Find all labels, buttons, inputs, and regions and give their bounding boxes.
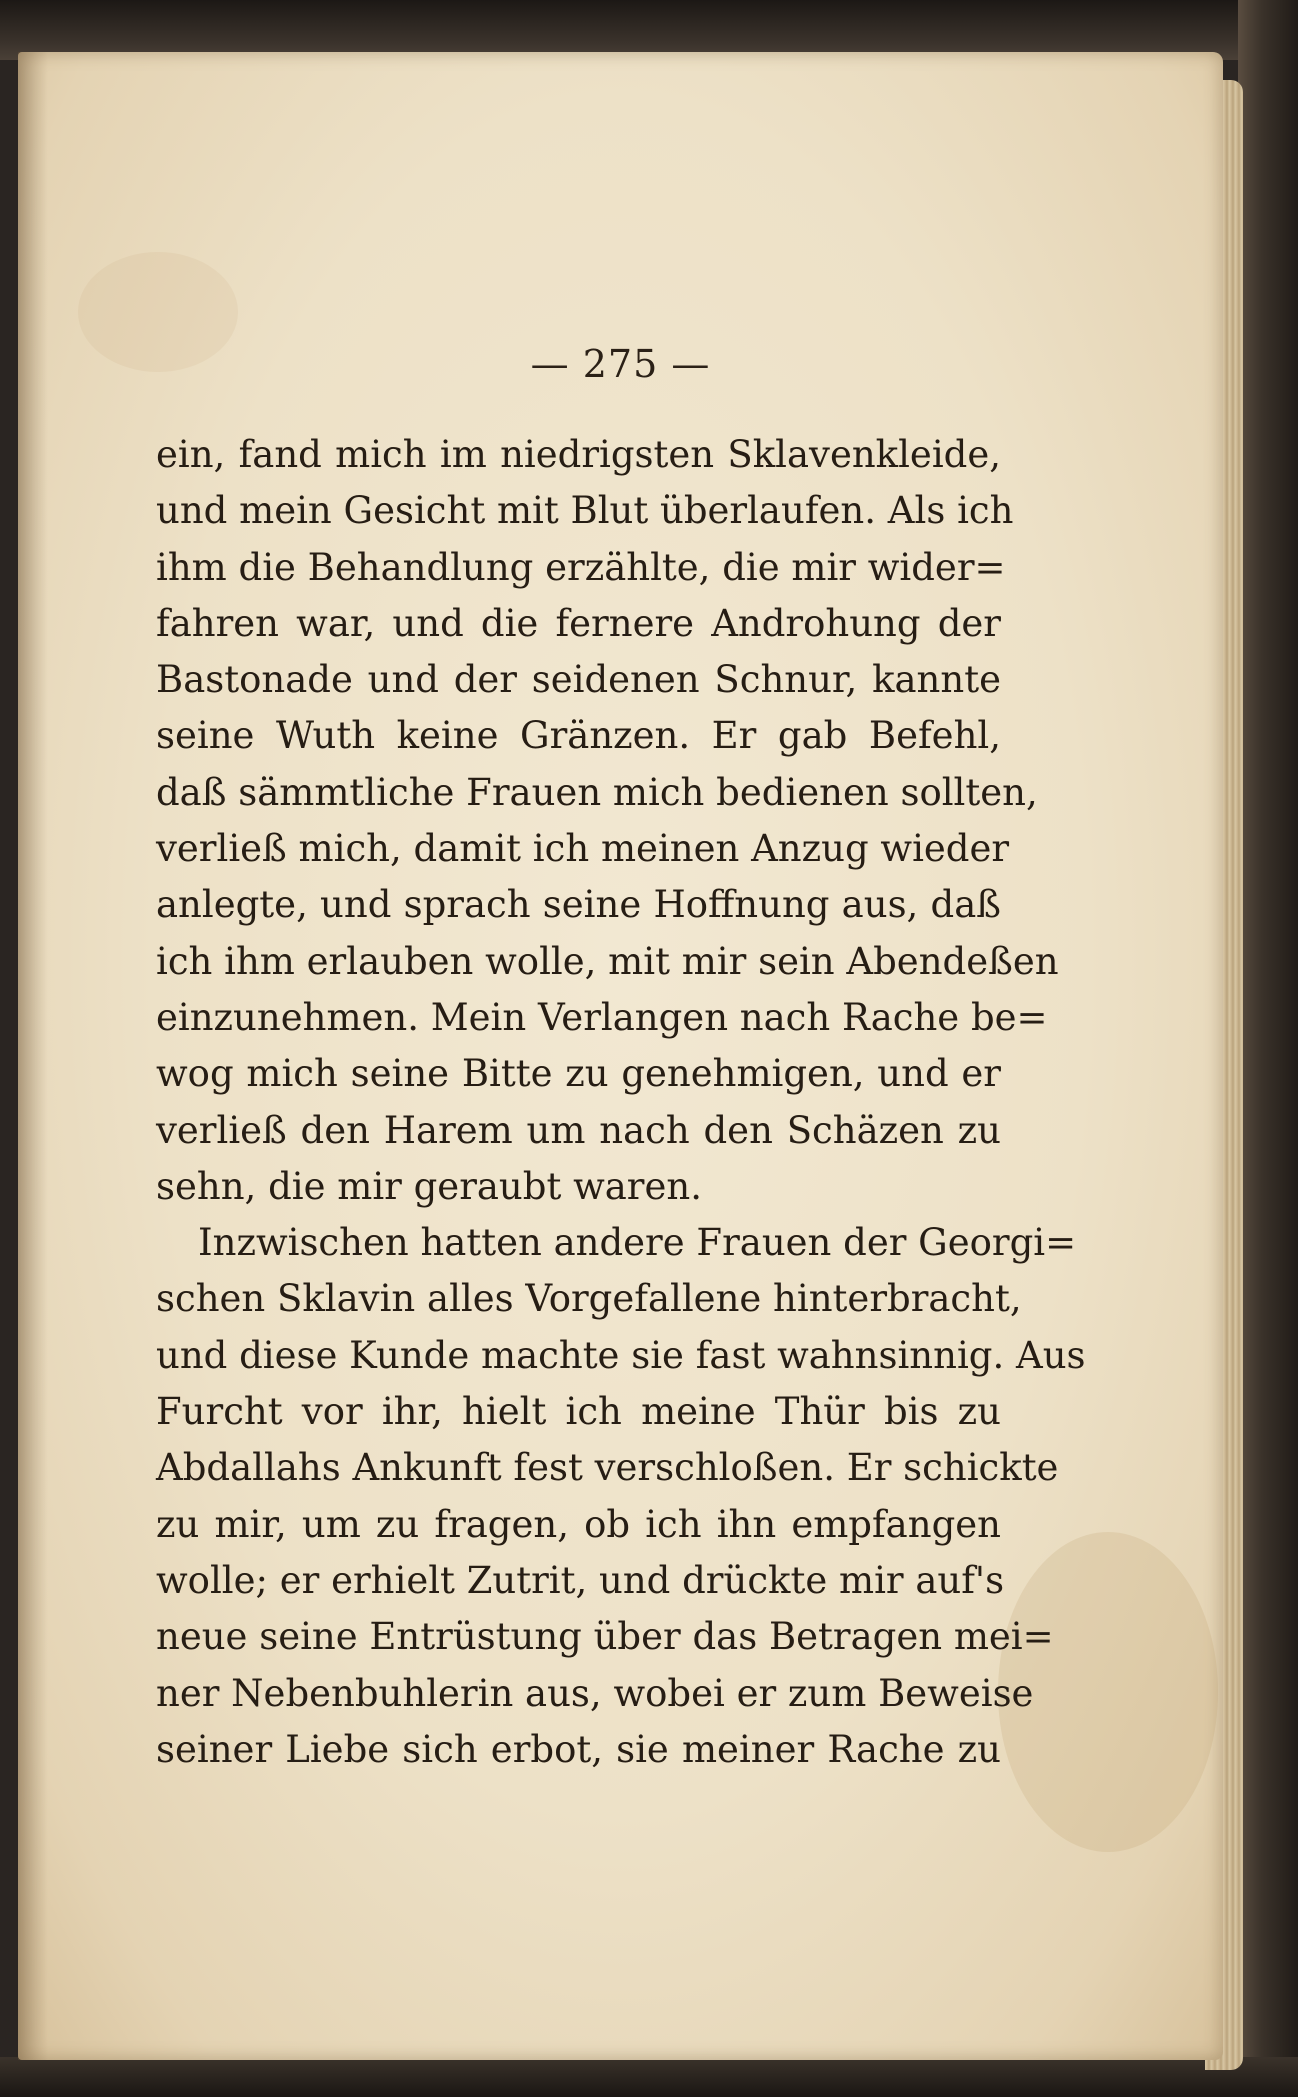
text-line: seiner Liebe sich erbot, sie meiner Rache zu [156,1727,1001,1771]
text-line: seine Wuth keine Gränzen. Er gab Befehl, [156,714,1001,758]
text-line: und diese Kunde machte sie fast wahnsinnig. Aus [156,1333,1086,1377]
page-body-text [156,427,1086,1778]
text-line: zu mir, um zu fragen, ob ich ihn empfangen [156,1502,1001,1546]
text-line: Abdallahs Ankunft fest verschloßen. Er schickte [156,1446,1059,1490]
book-cover-bottom-edge [0,2057,1298,2097]
text-line: ner Nebenbuhlerin aus, wobei er zum Beweise [156,1671,1034,1715]
page-number-header: — 275 — [530,342,711,386]
book-cover-top-edge [0,0,1298,60]
text-line: verließ den Harem um nach den Schäzen zu [156,1108,1001,1152]
text-line: ein, fand mich im niedrigsten Sklavenkleide, [156,433,1001,476]
text-line: einzunehmen. Mein Verlangen nach Rache be= [156,995,1048,1039]
text-line: ihm die Behandlung erzählte, die mir wider= [156,545,1006,589]
text-line: schen Sklavin alles Vorgefallene hinterbracht, [156,1277,1022,1321]
book-cover-right-edge [1238,0,1298,2097]
text-line: Bastonade und der seidenen Schnur, kannte [156,658,1001,702]
text-line: und mein Gesicht mit Blut überlaufen. Als ich [156,489,1014,533]
text-line: Inzwischen hatten andere Frauen der Georgi= [198,1221,1077,1265]
text-line: verließ mich, damit ich meinen Anzug wieder [156,827,1010,871]
text-line: sehn, die mir geraubt waren. [156,1164,702,1208]
book-page [18,52,1223,2060]
text-line: wog mich seine Bitte zu genehmigen, und er [156,1052,1001,1096]
paragraph [156,1215,1086,1778]
paragraph [156,427,1059,1215]
text-line: wolle; er erhielt Zutrit, und drückte mir auf's [156,1558,1005,1602]
text-line: ich ihm erlauben wolle, mit mir sein Abendeßen [156,939,1059,983]
text-line: neue seine Entrüstung über das Betragen mei= [156,1615,1054,1659]
text-line: daß sämmtliche Frauen mich bedienen sollten, [156,770,1038,814]
text-line: Furcht vor ihr, hielt ich meine Thür bis zu [156,1390,1001,1434]
text-line: anlegte, und sprach seine Hoffnung aus, daß [156,883,1001,927]
text-line: fahren war, und die fernere Androhung der [156,601,1001,645]
